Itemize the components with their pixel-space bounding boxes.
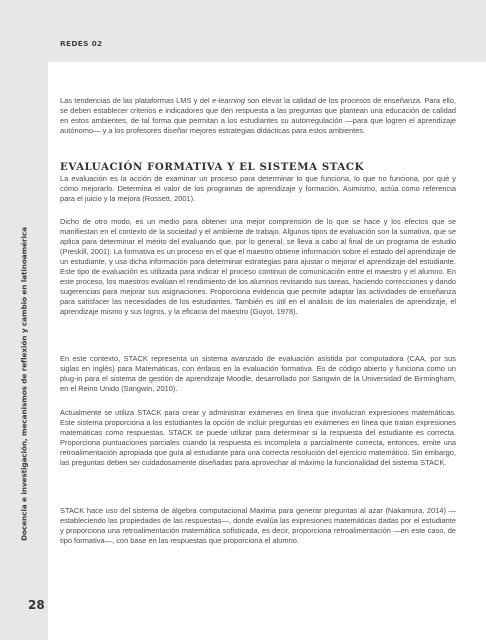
paragraph-intro-start: Las tendencias de las plataformas LMS y del: [60, 96, 212, 105]
page-number: 28: [28, 598, 45, 612]
paragraph-intro-emphasis: e-learning: [211, 96, 246, 105]
sidebar-vertical-label: Docencia e investigación, mecanismos de reflexión y cambio en latinoamérica: [19, 227, 29, 541]
paragraph-definition: La evaluación es la acción de examinar un proceso para determinar lo que funciona, lo que no funciona, por qué y cómo mejorarlo. Determina el valor de los programas de aprendizaje y formación. Asimismo, actúa como referencia para el juicio y la mejora (Rossett, 2001).: [60, 174, 456, 204]
paragraph-evaluation-types: Dicho de otro modo, es un medio para obtener una mejor comprensión de lo que se hace y los efectos que se manifiestan en el contexto de la sociedad y el ambiente de trabajo. Algunos tipos de evaluación son la sumativa, que se aplica para determinar el mérito del evaluando que, por lo general, se lleva a cabo al final de un programa de estudio (Preskill, 2001). La formativa es un proceso en el que el maestro obtiene información sobre el estado del aprendizaje de un estudiante, y usa dicha información para determinar estrategias para ajustar o mejorar el aprendizaje del estudiante. Este tipo de evaluación es utilizada para indicar el proceso continuo de comunicación entre el maestro y el alumno. En este proceso, los maestros evalúan el rendimiento de los alumnos revisando sus tareas, haciendo correcciones y dando sugerencias para mejorar sus asignaciones. Proporciona evidencia que permite adaptar las actividades de enseñanza para satisfacer las necesidades de los estudiantes. También es útil en el análisis de los materiales de aprendizaje, el aprendizaje mismo y sus logros, y la eficacia del maestro (Guyot, 1978).: [60, 217, 456, 317]
paragraph-intro-end: son elevar la calidad de los procesos de enseñanza. Para ello, se deben establecer criterios e indicadores que den respuesta a las preguntas que plantean una educación de calidad en estos ambientes, de tal forma que permitan a los estudiantes su autorregulación —para que logren el aprendizaje autónomo— y a los profesores diseñar mejores estrategias didácticas para estos ambientes.: [60, 96, 456, 136]
section-title: EVALUACIÓN FORMATIVA Y EL SISTEMA STACK: [60, 161, 365, 173]
paragraph-stack-usage: Actualmente se utiliza STACK para crear y administrar exámenes en línea que involucran expresiones matemáticas. Este sistema proporciona a los estudiantes la opción de incluir preguntas en exámenes en línea que tratan expresiones matemáticas como respuestas. STACK se puede utilizar para determinar si la respuesta del estudiante es correcta. Proporciona puntuaciones parciales cuando la respuesta es incompleta o parcialmente correcta, entonces, emite una retroalimentación apropiada que guía al estudiante para una correcta resolución del ejercicio matemático. Sin embargo, las preguntas deben ser cuidadosamente diseñadas para aprovechar al máximo la funcionalidad del sistema STACK.: [60, 408, 456, 468]
paragraph-intro: [60, 96, 456, 136]
paragraph-stack-maxima: STACK hace uso del sistema de álgebra computacional Maxima para generar preguntas al azar (Nakamura, 2014) —estableciendo las propiedades de las respuestas—, donde evalúa las expresiones matemáticas dadas por el estudiante y proporciona una retroalimentación matemática sofisticada, es decir, proporciona retroalimentación —en este caso, de tipo formativa—, con base en las respuestas que proporciona el alumno.: [60, 506, 456, 546]
paragraph-stack-intro: En este contexto, STACK representa un sistema avanzado de evaluación asistida por computadora (CAA, por sus siglas en inglés) para Matemáticas, con énfasis en la evaluación formativa. Es de código abierto y funciona como un plug-in para el sistema de gestión de aprendizaje Moodle, desarrollado por Sangwin de la Universidad de Birmingham, en el Reino Unido (Sangwin, 2010).: [60, 354, 456, 394]
header-band: [0, 0, 486, 62]
running-head: REDES 02: [60, 39, 103, 48]
